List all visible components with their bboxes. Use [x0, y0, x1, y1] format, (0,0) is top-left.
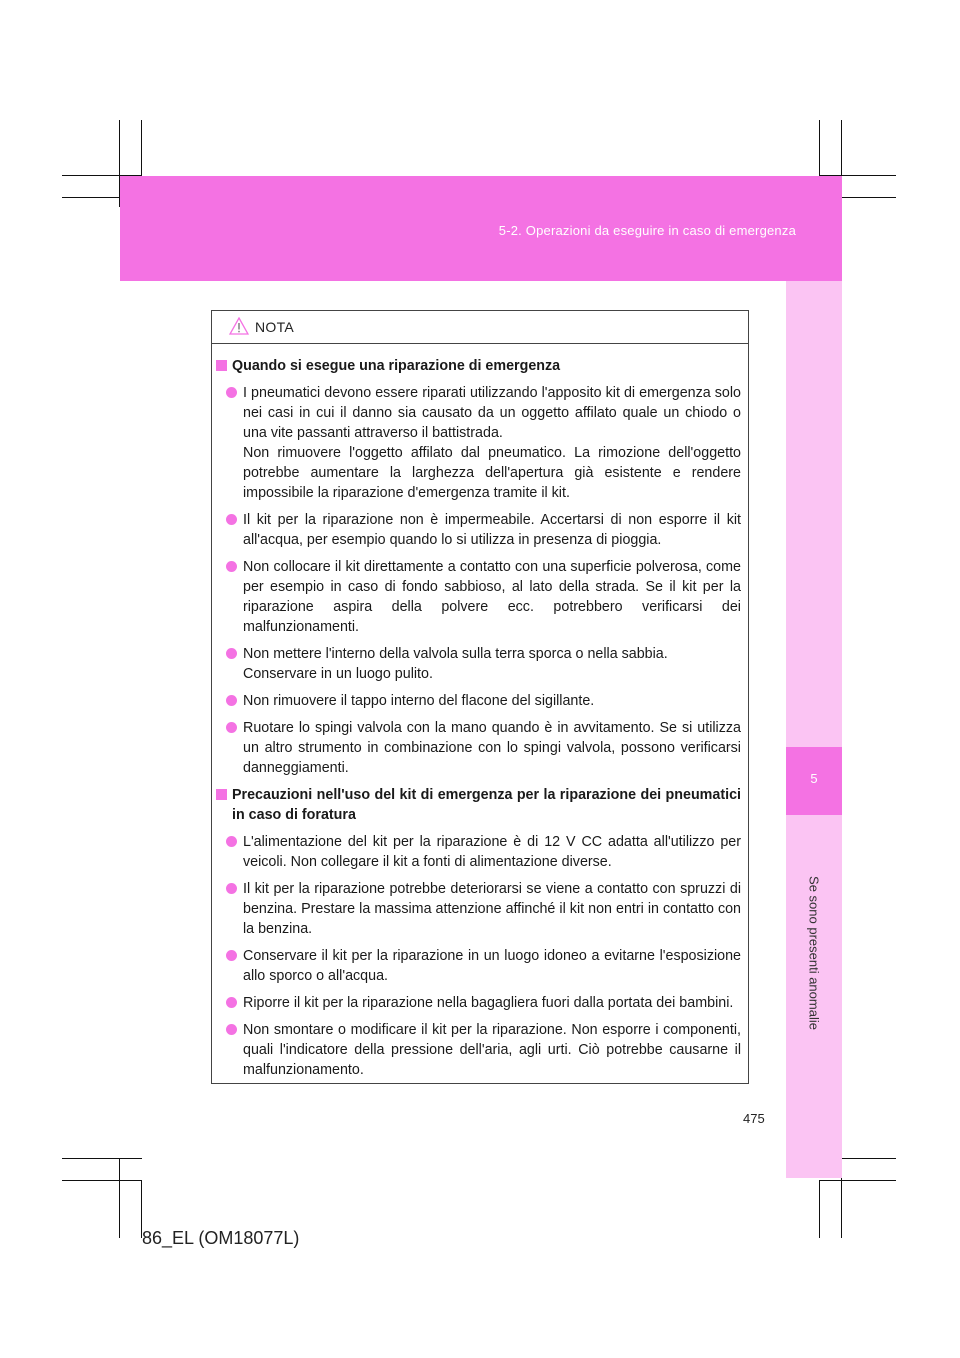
list-item	[215, 879, 741, 939]
note-header	[212, 311, 748, 344]
section-heading: Quando si esegue una riparazione di emergenza	[215, 356, 741, 376]
item-text: Il kit per la riparazione non è impermeabile. Accertarsi di non esporre il kit all'acqua, per esempio quando lo si utilizza in presenza di pioggia.	[243, 512, 741, 548]
list-item	[215, 510, 741, 550]
item-text: I pneumatici devono essere riparati utilizzando l'apposito kit di emergenza solo nei casi in cui il danno sia causato da un oggetto affilato quale un chiodo o una vite passanti attraverso il battistrada.	[243, 385, 741, 441]
list-item	[215, 691, 741, 711]
warning-triangle-icon	[229, 317, 249, 335]
dot-bullet-icon	[226, 950, 237, 961]
section-title: 5-2. Operazioni da eseguire in caso di emergenza	[498, 223, 796, 238]
crop-mark	[62, 1180, 142, 1181]
list-item	[215, 946, 741, 986]
item-text: Il kit per la riparazione potrebbe deteriorarsi se viene a contatto con spruzzi di benzina. Prestare la massima attenzione affinché il kit non entri in contatto con la benzina.	[243, 881, 741, 937]
dot-bullet-icon	[226, 387, 237, 398]
dot-bullet-icon	[226, 561, 237, 572]
section-heading: Precauzioni nell'uso del kit di emergenza per la riparazione dei pneumatici in caso di foratura	[215, 785, 741, 825]
chapter-side-tab	[786, 281, 842, 1178]
item-text: Non rimuovere l'oggetto affilato dal pneumatico. La rimozione dell'oggetto potrebbe aumentare la larghezza dell'apertura già esistente e rendere impossibile la riparazione d'emergenza tramite il kit.	[243, 445, 741, 501]
list-item	[215, 644, 741, 684]
list-item	[215, 1020, 741, 1080]
chapter-number: 5	[810, 771, 818, 786]
item-text: Riporre il kit per la riparazione nella bagagliera fuori dalla portata dei bambini.	[243, 995, 734, 1011]
list-item	[215, 557, 741, 637]
crop-mark	[62, 1158, 142, 1159]
note-body	[212, 344, 748, 1080]
header-band	[120, 176, 842, 281]
list-item	[215, 383, 741, 503]
crop-mark	[819, 1180, 820, 1238]
dot-bullet-icon	[226, 1024, 237, 1035]
item-text: Non mettere l'interno della valvola sulla terra sporca o nella sabbia.	[243, 646, 668, 662]
list-item	[215, 718, 741, 778]
item-text: Non smontare o modificare il kit per la riparazione. Non esporre i componenti, quali l'indicatore della pressione dell'aria, agli urti. Ciò potrebbe causarne il malfunzionamento.	[243, 1022, 741, 1078]
dot-bullet-icon	[226, 997, 237, 1008]
chapter-label: Se sono presenti anomalie	[806, 876, 822, 1030]
page-number: 475	[743, 1111, 765, 1126]
document-code: 86_EL (OM18077L)	[142, 1228, 300, 1248]
dot-bullet-icon	[226, 648, 237, 659]
dot-bullet-icon	[226, 695, 237, 706]
list-item	[215, 993, 741, 1013]
dot-bullet-icon	[226, 722, 237, 733]
dot-bullet-icon	[226, 836, 237, 847]
dot-bullet-icon	[226, 883, 237, 894]
item-text: Non rimuovere il tappo interno del flacone del sigillante.	[243, 693, 595, 709]
crop-mark	[119, 1158, 120, 1238]
dot-bullet-icon	[226, 514, 237, 525]
note-box	[211, 310, 749, 1084]
item-text: L'alimentazione del kit per la riparazione è di 12 V CC adatta all'utilizzo per veicoli. Non collegare il kit a fonti di alimentazione diverse.	[243, 834, 741, 870]
list-item	[215, 832, 741, 872]
item-text: Non collocare il kit direttamente a contatto con una superficie polverosa, come per esempio in caso di fondo sabbioso, al lato della strada. Se il kit per la riparazione aspira della polvere ecc. potrebbero verificarsi dei malfunzionamenti.	[243, 559, 741, 635]
chapter-number-block	[786, 747, 842, 815]
item-text: Conservare in un luogo pulito.	[243, 666, 433, 682]
square-bullet-icon	[216, 360, 227, 371]
square-bullet-icon	[216, 789, 227, 800]
note-title: NOTA	[255, 319, 295, 335]
item-text: Ruotare lo spingi valvola con la mano quando è in avvitamento. Se si utilizza un altro strumento in combinazione con lo spingi valvola, possono verificarsi danneggiamenti.	[243, 720, 741, 776]
crop-mark	[820, 1180, 896, 1181]
item-text: Conservare il kit per la riparazione in un luogo idoneo a evitarne l'esposizione allo sporco o all'acqua.	[243, 948, 741, 984]
